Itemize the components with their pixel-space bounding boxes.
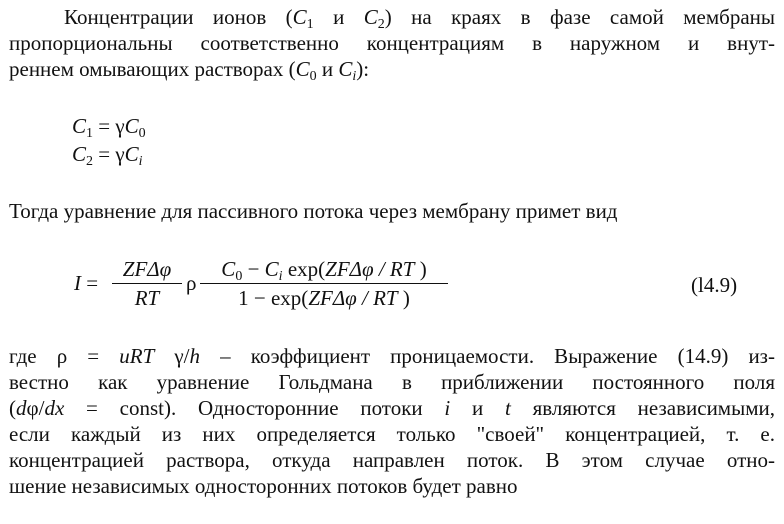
var-dx: dx xyxy=(44,396,65,420)
numerator xyxy=(200,256,448,282)
var-t: t xyxy=(505,396,511,420)
sub: 2 xyxy=(86,154,94,169)
text: φ/ xyxy=(26,396,45,420)
paragraph2-line2 xyxy=(9,369,775,395)
text: Тогда уравнение для пассивного потока через мембрану примет вид xyxy=(9,199,618,223)
var: C xyxy=(124,142,139,166)
sub: i xyxy=(138,154,143,169)
var-i: I xyxy=(74,271,81,295)
var-i: i xyxy=(444,396,451,420)
var: C xyxy=(72,114,87,138)
fraction-goldman xyxy=(200,256,448,311)
text: и xyxy=(313,5,364,29)
var-urt: uRT xyxy=(119,344,155,368)
paragraph2-line6 xyxy=(9,473,775,499)
equals: = xyxy=(81,271,99,295)
var-c0: C xyxy=(295,57,310,81)
equation-lhs xyxy=(74,270,98,296)
text: если каждый из них определяется только "своей" концентрацией, т. е. xyxy=(9,422,775,446)
denominator: RT xyxy=(134,286,160,310)
text: где ρ = xyxy=(9,344,120,368)
paragraph1-line2 xyxy=(9,30,775,56)
text: ( xyxy=(9,396,16,420)
text: и xyxy=(450,396,506,420)
var-ci: C xyxy=(338,57,353,81)
rho-symbol: ρ xyxy=(186,271,197,295)
var-c2: C xyxy=(363,5,378,29)
sub-i: i xyxy=(352,69,357,84)
fraction-zfdphi-rt xyxy=(112,256,182,311)
text: вестно как уравнение Гольдмана в приближении постоянного поля xyxy=(9,370,775,394)
text: = γ xyxy=(93,114,125,138)
text: и xyxy=(316,57,339,81)
equation-c1 xyxy=(72,113,146,139)
paragraph2-line1 xyxy=(9,343,775,369)
sub-1: 1 xyxy=(306,17,314,32)
paren: ) xyxy=(397,286,410,310)
text: ): xyxy=(356,57,370,81)
paragraph1-line1 xyxy=(64,4,775,30)
text: Концентрации ионов ( xyxy=(64,5,293,29)
text: = γ xyxy=(93,142,125,166)
main-equation xyxy=(74,256,634,316)
paragraph1-line3 xyxy=(9,56,775,82)
text: – коэффициент проницаемости. Выражение (14.9) из- xyxy=(200,344,775,368)
var-c1: C xyxy=(292,5,307,29)
sub: i xyxy=(278,269,283,284)
sub: 0 xyxy=(138,126,146,141)
sub-2: 2 xyxy=(377,17,385,32)
var: C xyxy=(264,257,279,281)
paragraph2-line4 xyxy=(9,421,775,447)
fraction-bar xyxy=(112,283,182,284)
paren: ) xyxy=(414,257,427,281)
text: = const). Односторонние потоки xyxy=(64,396,445,420)
sub-0: 0 xyxy=(309,69,317,84)
text: 1 − exp( xyxy=(238,286,309,310)
var-h: h xyxy=(189,344,200,368)
denominator xyxy=(200,285,448,311)
var: C xyxy=(221,257,236,281)
equation-c2 xyxy=(72,141,143,167)
then-line xyxy=(9,198,775,224)
text: ) на краях в фазе самой мембраны xyxy=(384,5,775,29)
numerator: ZFΔφ xyxy=(122,257,172,281)
text: концентрацией раствора, откуда направлен поток. В этом случае отно- xyxy=(9,448,775,472)
text: реннем омывающих растворах ( xyxy=(9,57,296,81)
text: являются независимыми, xyxy=(510,396,775,420)
text: γ/ xyxy=(154,344,190,368)
exp-argument: ZFΔφ / RT xyxy=(325,257,415,281)
paragraph2-line5 xyxy=(9,447,775,473)
paragraph2-line3 xyxy=(9,395,775,421)
var: C xyxy=(72,142,87,166)
sub: 0 xyxy=(235,269,243,284)
exp: exp( xyxy=(282,257,326,281)
minus: − xyxy=(242,257,265,281)
var: C xyxy=(124,114,139,138)
var-d: d xyxy=(16,396,27,420)
sub: 1 xyxy=(86,126,94,141)
text: шение независимых односторонних потоков будет равно xyxy=(9,474,518,498)
equation-number: (l4.9) xyxy=(691,273,738,297)
exp-argument: ZFΔφ / RT xyxy=(308,286,398,310)
text: пропорциональны соответственно концентрациям в наружном и внут- xyxy=(9,31,775,55)
